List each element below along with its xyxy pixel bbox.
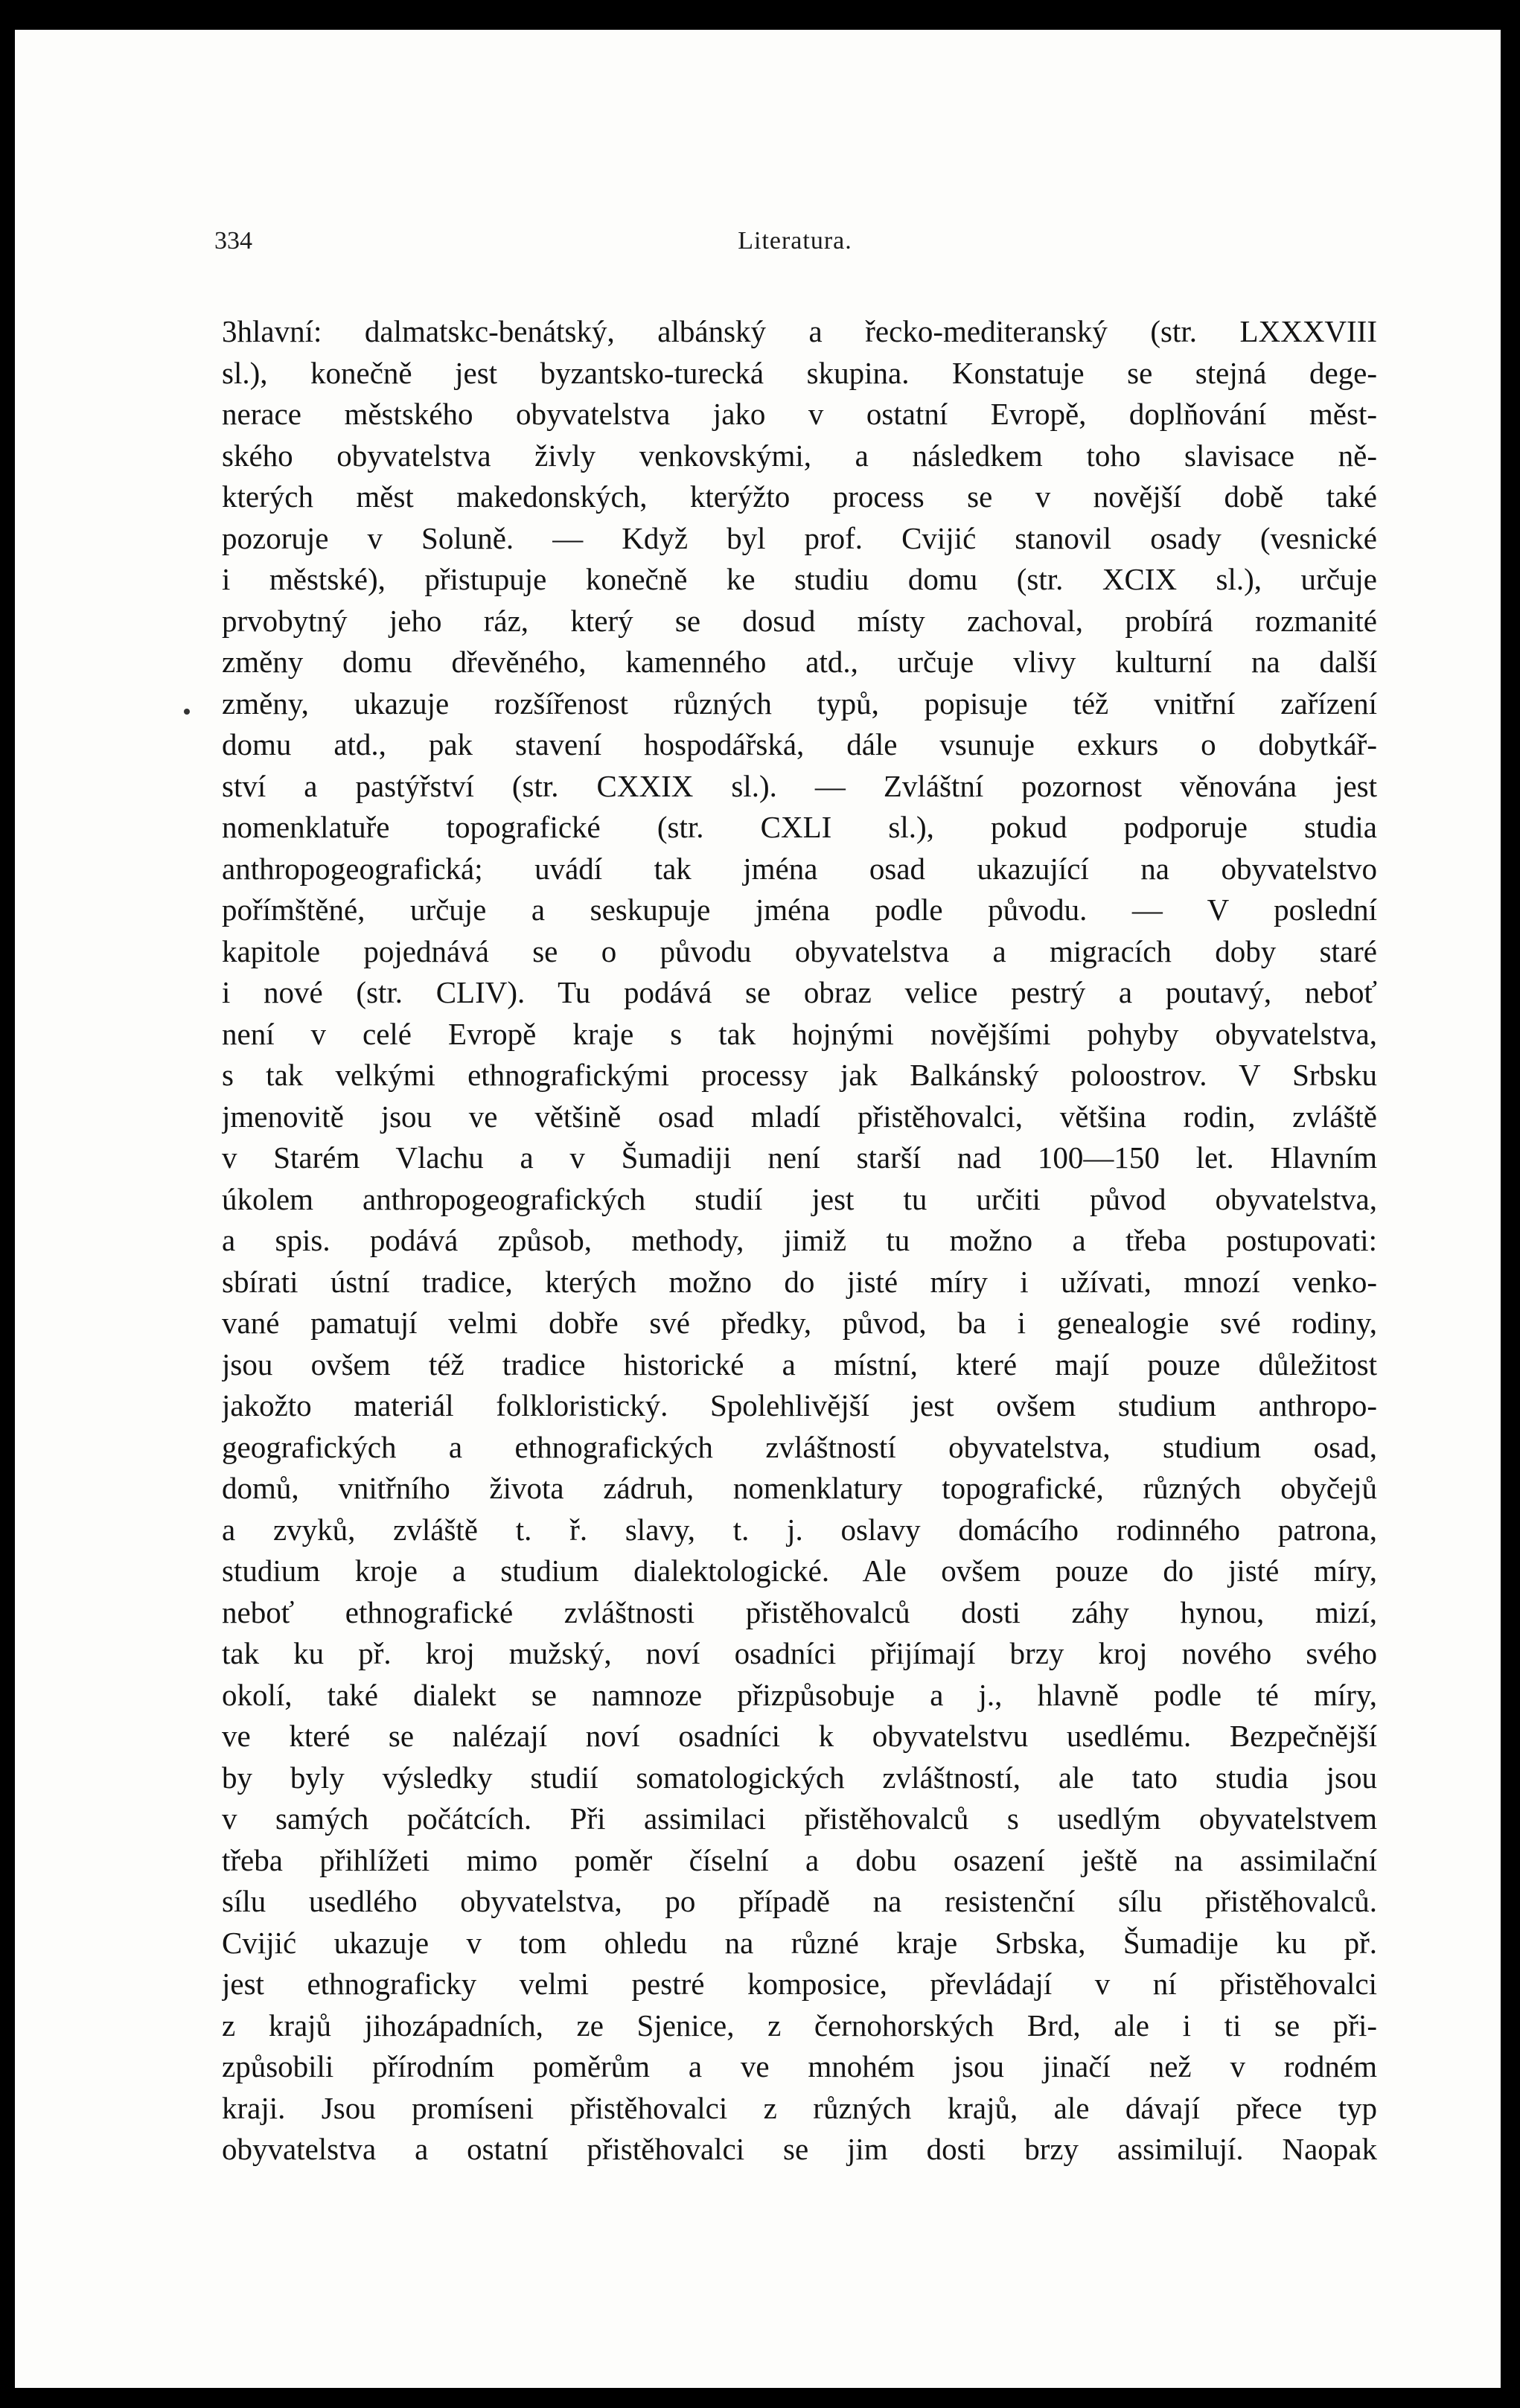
text-line: obyvatelstva a ostatní přistěhovalci se jim dosti brzy assimilují. Naopak xyxy=(222,2132,1377,2166)
text-line: i nové (str. CLIV). Tu podává se obraz velice pestrý a poutavý, neboť xyxy=(222,975,1377,1009)
text-line: sílu usedlého obyvatelstva, po případě na resistenční sílu přistěhovalců. xyxy=(222,1884,1377,1918)
text-line: neboť ethnografické zvláštnosti přistěhovalců dosti záhy hynou, mizí, xyxy=(222,1594,1377,1629)
text-line: studium kroje a studium dialektologické. Ale ovšem pouze do jisté míry, xyxy=(222,1553,1377,1588)
page-number: 334 xyxy=(214,227,252,255)
text-line: jest ethnograficky velmi pestré komposice, převládají v ní přistěhovalci xyxy=(222,1967,1377,2001)
text-line: způsobili přírodním poměrům a ve mnohém jsou jinačí než v rodném xyxy=(222,2049,1377,2083)
text-line: změny domu dřevěného, kamenného atd., určuje vlivy kulturní na další xyxy=(222,645,1377,679)
text-line: sbírati ústní tradice, kterých možno do jisté míry i užívati, mnozí venko- xyxy=(222,1264,1377,1299)
text-line: domů, vnitřního života zádruh, nomenklatury topografické, různých obyčejů xyxy=(222,1471,1377,1505)
text-line: 3hlavní: dalmatskc-benátský, albánský a řecko-mediteranský (str. LXXXVIII xyxy=(222,314,1377,348)
text-line: třeba přihlížeti mimo poměr číselní a dobu osazení ještě na assimilační xyxy=(222,1842,1377,1877)
text-line: jsou ovšem též tradice historické a místní, které mají pouze důležitost xyxy=(222,1347,1377,1382)
text-line: vané pamatují velmi dobře své předky, původ, ba i genealogie své rodiny, xyxy=(222,1306,1377,1340)
text-line: s tak velkými ethnografickými processy jak Balkánský poloostrov. V Srbsku xyxy=(222,1058,1377,1092)
body-text xyxy=(222,311,1377,2171)
text-line: v Starém Vlachu a v Šumadiji není starší nad 100—150 let. Hlavním xyxy=(222,1140,1377,1175)
running-title: Literatura. xyxy=(738,227,852,255)
text-line: ského obyvatelstva živly venkovskými, a následkem toho slavisace ně- xyxy=(222,438,1377,473)
text-line: anthropogeografická; uvádí tak jména osad ukazující na obyvatelstvo xyxy=(222,851,1377,886)
text-line: jakožto materiál folkloristický. Spolehlivější jest ovšem studium anthropo- xyxy=(222,1388,1377,1422)
page-header xyxy=(214,227,1376,272)
text-line: z krajů jihozápadních, ze Sjenice, z černohorských Brd, ale i ti se při- xyxy=(222,2008,1377,2043)
text-line: a spis. podává způsob, methody, jimiž tu možno a třeba postupovati: xyxy=(222,1223,1377,1257)
text-line: kraji. Jsou promíseni přistěhovalci z různých krajů, ale dávají přece typ xyxy=(222,2090,1377,2125)
text-line: Cvijić ukazuje v tom ohledu na různé kraje Srbska, Šumadije ku př. xyxy=(222,1925,1377,1960)
text-line: prvobytný jeho ráz, který se dosud místy zachoval, probírá rozmanité xyxy=(222,603,1377,638)
text-line: pořímštěné, určuje a seskupuje jména podle původu. — V poslední xyxy=(222,892,1377,927)
text-line: nomenklatuře topografické (str. CXLI sl.), pokud podporuje studia xyxy=(222,810,1377,844)
text-line: úkolem anthropogeografických studií jest tu určiti původ obyvatelstva, xyxy=(222,1181,1377,1216)
text-line: pozoruje v Soluně. — Když byl prof. Cvijić stanovil osady (vesnické xyxy=(222,520,1377,555)
text-line: sl.), konečně jest byzantsko-turecká skupina. Konstatuje se stejná dege- xyxy=(222,355,1377,390)
margin-mark xyxy=(184,709,190,715)
text-line: okolí, také dialekt se namnoze přizpůsobuje a j., hlavně podle té míry, xyxy=(222,1677,1377,1712)
text-line: tak ku př. kroj mužský, noví osadníci přijímají brzy kroj nového svého xyxy=(222,1636,1377,1670)
text-line: v samých počátcích. Při assimilaci přistěhovalců s usedlým obyvatelstvem xyxy=(222,1801,1377,1836)
text-line: domu atd., pak stavení hospodářská, dále vsunuje exkurs o dobytkář- xyxy=(222,727,1377,761)
text-line: nerace městského obyvatelstva jako v ostatní Evropě, doplňování měst- xyxy=(222,397,1377,431)
text-line: geografických a ethnografických zvláštností obyvatelstva, studium osad, xyxy=(222,1429,1377,1464)
text-line: i městské), přistupuje konečně ke studiu domu (str. XCIX sl.), určuje xyxy=(222,562,1377,596)
text-line: kterých měst makedonských, kterýžto process se v novější době také xyxy=(222,479,1377,514)
text-line: jmenovitě jsou ve většině osad mladí přistěhovalci, většina rodin, zvláště xyxy=(222,1099,1377,1134)
text-line: není v celé Evropě kraje s tak hojnými novějšími pohyby obyvatelstva, xyxy=(222,1016,1377,1051)
text-line: změny, ukazuje rozšířenost různých typů, popisuje též vnitřní zařízení xyxy=(222,686,1377,721)
text-line: ve které se nalézají noví osadníci k obyvatelstvu usedlému. Bezpečnější xyxy=(222,1719,1377,1753)
text-line: by byly výsledky studií somatologických zvláštností, ale tato studia jsou xyxy=(222,1760,1377,1795)
text-line: ství a pastýřství (str. CXXIX sl.). — Zvláštní pozornost věnována jest xyxy=(222,768,1377,803)
text-line: kapitole pojednává se o původu obyvatelstva a migracích doby staré xyxy=(222,933,1377,968)
text-line: a zvyků, zvláště t. ř. slavy, t. j. oslavy domácího rodinného patrona, xyxy=(222,1512,1377,1547)
